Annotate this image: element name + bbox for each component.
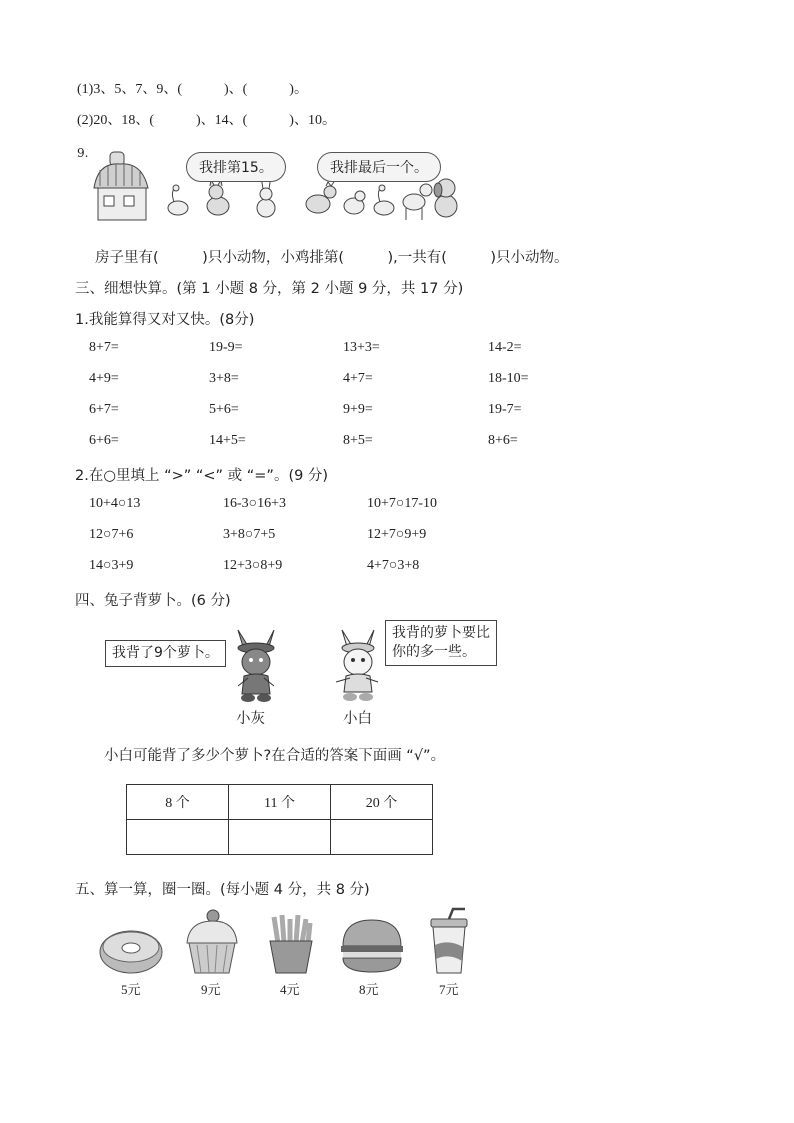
calc-item: 4+9= [89,371,119,386]
calc-item: 8+6= [488,433,518,448]
calc-item: 6+6= [89,433,119,448]
calc-item: 5+6= [209,402,239,417]
house-icon [94,152,148,220]
goose-icon-2 [374,185,394,215]
section5-title: 五、算一算，圈一圈。(每小题 4 分，共 8 分) [75,882,370,898]
calc-item: 18-10= [488,371,529,386]
section4-question: 小白可能背了多少个萝卜?在合适的答案下面画 “√”。 [104,748,446,764]
section3-q2-title: 2.在○里填上 “>” “<” 或 “=”。(9 分) [75,468,329,484]
price-donut: 5元 [121,982,141,997]
price-burger: 8元 [359,982,379,997]
calc-item: 14+5= [209,433,246,448]
calc-item: 19-7= [488,402,522,417]
calc-item: 6+7= [89,402,119,417]
calc-item: 9+9= [343,402,373,417]
price-cupcake: 9元 [201,982,221,997]
compare-item: 3+8○7+5 [223,527,276,542]
table-row [127,785,433,820]
option-11: 11 个 [229,785,331,820]
compare-item: 10+4○13 [89,496,141,511]
compare-item: 4+7○3+8 [367,558,420,573]
rabbit-icon [257,176,275,217]
white-rabbit-icon [328,628,388,704]
gray-rabbit-icon [226,628,286,704]
calc-item: 3+8= [209,371,239,386]
section3-q1-title: 1.我能算得又对又快。(8分) [75,312,255,328]
puppy-icon [434,179,457,217]
bubble-white-line-1: 我背的萝卜要比 [392,625,490,641]
price-soda: 7元 [439,982,459,997]
calc-item: 14-2= [488,340,522,355]
fries-icon [264,913,318,975]
q8-line-2: (2)20、18、( )、14、( )、10。 [77,113,336,128]
section4-title: 四、兔子背萝卜。(6 分) [75,593,231,609]
cupcake-icon [183,907,241,975]
price-fries: 4元 [280,982,300,997]
compare-item: 16-3○16+3 [223,496,287,511]
q9-number: 9. [77,146,89,160]
q9-bubble-1: 我排第15。 [186,152,286,182]
rooster-icon [306,182,336,213]
answer-cell[interactable] [229,820,331,855]
calc-item: 13+3= [343,340,380,355]
answer-table [126,784,433,855]
donut-icon [98,925,164,975]
answer-cell[interactable] [127,820,229,855]
compare-item: 12+7○9+9 [367,527,427,542]
calc-item: 8+7= [89,340,119,355]
compare-item: 10+7○17-10 [367,496,438,511]
table-row [127,820,433,855]
option-20: 20 个 [331,785,433,820]
goat-icon [403,184,432,220]
q9-bubble-2: 我排最后一个。 [317,152,441,182]
soda-cup-icon [427,907,471,975]
answer-cell[interactable] [331,820,433,855]
chick-icon [344,191,365,214]
q9-text: 房子里有( )只小动物，小鸡排第( ),一共有( )只小动物。 [95,250,569,266]
compare-item: 12+3○8+9 [223,558,283,573]
bubble-white-line-2: 你的多一些。 [392,644,476,660]
name-white: 小白 [343,711,372,727]
section3-title: 三、细想快算。(第 1 小题 8 分，第 2 小题 9 分，共 17 分) [75,281,464,297]
bubble-white-rabbit [385,620,497,666]
calc-item: 19-9= [209,340,243,355]
option-8: 8 个 [127,785,229,820]
calc-item: 8+5= [343,433,373,448]
compare-item: 12○7+6 [89,527,134,542]
q8-line-1: (1)3、5、7、9、( )、( )。 [77,82,308,97]
cat-icon [207,180,229,215]
calc-item: 4+7= [343,371,373,386]
compare-item: 14○3+9 [89,558,134,573]
bubble-gray-rabbit: 我背了9个萝卜。 [105,640,226,667]
name-gray: 小灰 [236,711,265,727]
goose-icon [168,185,188,215]
burger-icon [339,918,405,974]
